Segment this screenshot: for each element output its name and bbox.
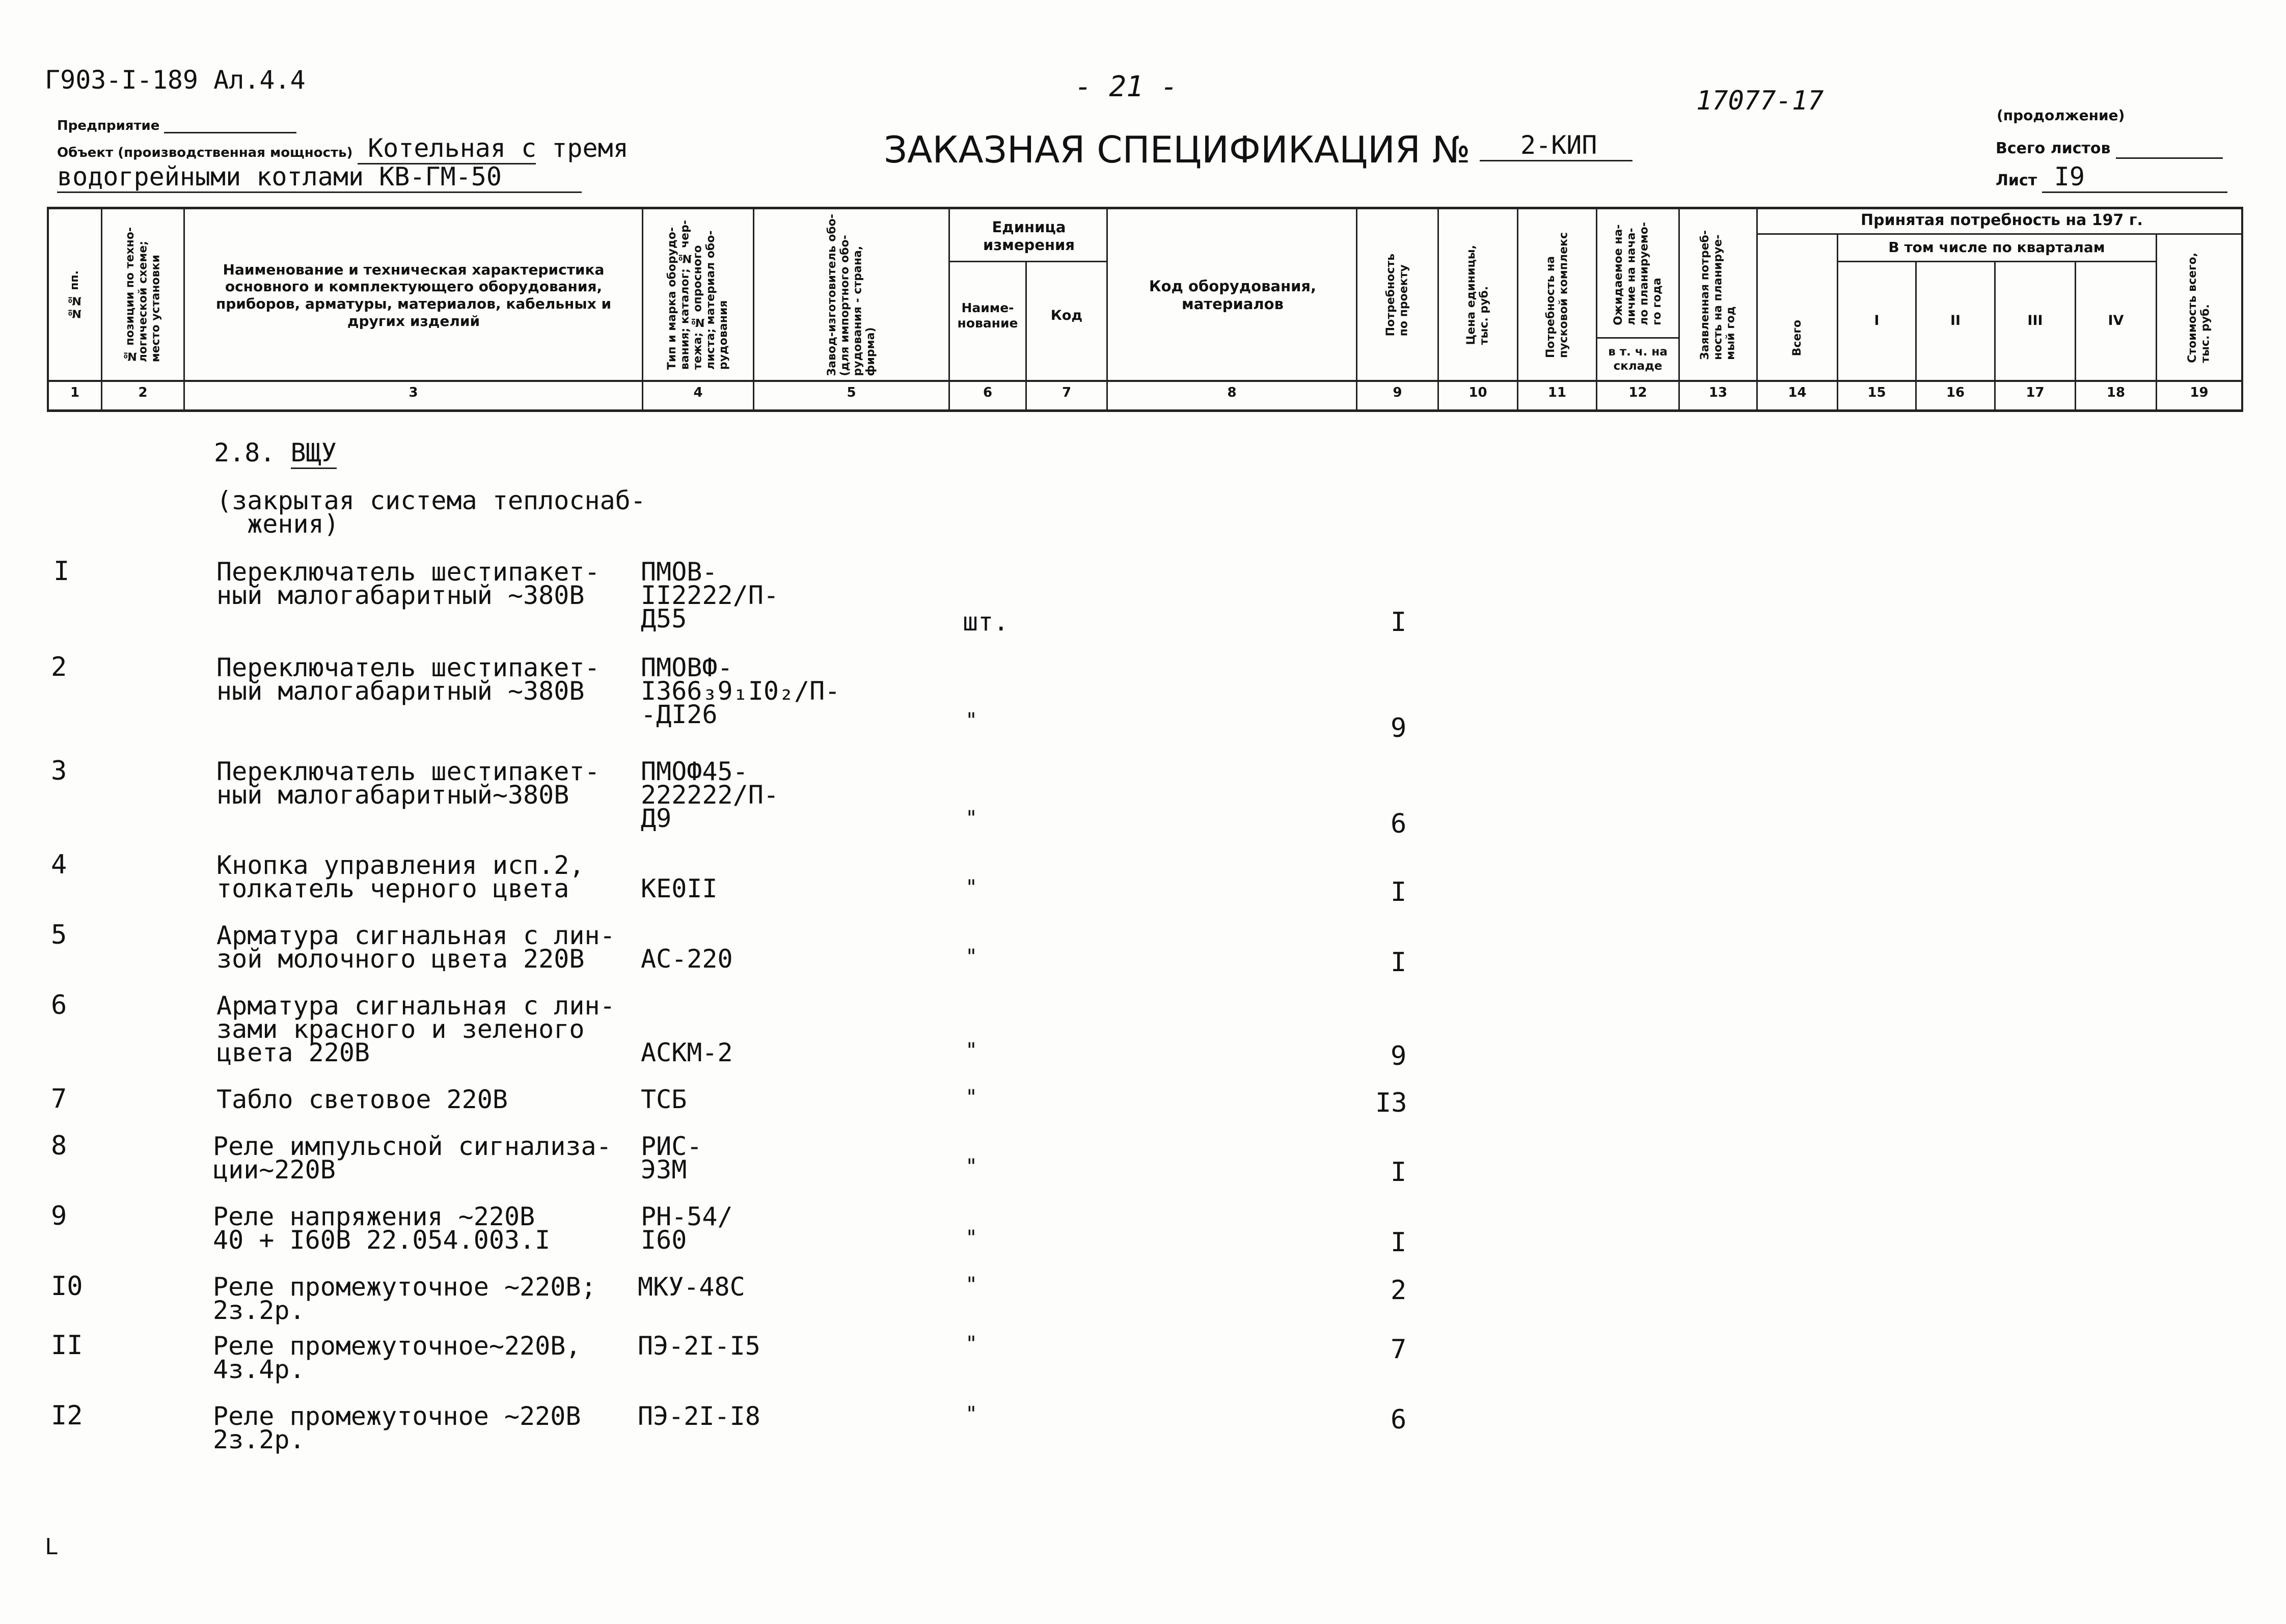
item-name: Переключатель шестипакет- ный малогабаритный ~380В (216, 557, 600, 610)
ditto-mark: " (965, 945, 978, 969)
col-8-header: Код оборудования, материалов (1149, 278, 1317, 313)
ditto-mark: " (965, 1155, 978, 1178)
continuation-label: (продолжение) (1997, 107, 2125, 124)
item-quantity: 9 (1391, 713, 1407, 744)
col-number: 16 (1946, 385, 1965, 400)
row-number: 4 (51, 849, 67, 880)
col-13-header: Заявленная потреб- ность на планируе- мый год (1699, 230, 1737, 360)
row-number: 8 (51, 1131, 67, 1161)
col-10-header: Цена единицы, тыс. руб. (1465, 244, 1491, 345)
col-4-header: Тип и марка оборудо- вания; каталог; № чер- тежа; № опросного листа; материал обо- рудования (666, 219, 730, 370)
row-number: 7 (51, 1084, 67, 1114)
item-name: Кнопка управления исп.2, толкатель черного цвета (216, 850, 585, 903)
col-number: 8 (1227, 385, 1237, 400)
ditto-mark: " (965, 807, 978, 830)
col-number: 15 (1867, 385, 1886, 400)
spec-title: ЗАКАЗНАЯ СПЕЦИФИКАЦИЯ № (884, 128, 1471, 171)
col-number: 13 (1708, 385, 1728, 400)
item-type: МКУ-48С (638, 1272, 745, 1302)
item-type: КЕ0II (641, 874, 718, 903)
col-11-header: Потребность на пусковой комплекс (1544, 232, 1570, 358)
item-type: РИС- ЭЗМ (641, 1132, 702, 1185)
item-quantity: I3 (1375, 1088, 1407, 1118)
row-number: II (51, 1330, 83, 1361)
row-number: I2 (51, 1400, 83, 1431)
row-number: I0 (51, 1271, 83, 1302)
total-sheets-label: Всего листов (1996, 140, 2111, 157)
section-subtitle: (закрытая система теплоснаб- жения) (216, 486, 646, 539)
item-type: АСКМ-2 (641, 1038, 733, 1067)
item-quantity: I (1391, 1157, 1407, 1188)
enterprise-label: Предприятие (57, 118, 160, 133)
unit-header: Единица измерения (983, 218, 1075, 254)
item-quantity: I (1391, 877, 1407, 907)
ditto-mark: " (965, 1039, 978, 1062)
col-number: 19 (2190, 385, 2209, 400)
col-number: 18 (2106, 385, 2126, 400)
item-name: Арматура сигнальная с лин- зами красного и зеленого цвета 220В (216, 991, 615, 1067)
item-quantity: 2 (1391, 1275, 1407, 1306)
archive-number: 17077-17 (1696, 86, 1824, 116)
ditto-mark: " (965, 1273, 978, 1297)
item-name: Реле промежуточное ~220В 2з.2р. (213, 1401, 581, 1454)
col-number: 10 (1468, 385, 1487, 400)
col-7-header: Код (1050, 307, 1083, 323)
section-name: ВЩУ (291, 438, 337, 469)
item-name: Переключатель шестипакет- ный малогабаритный~380В (216, 757, 600, 810)
accepted-header: Принятая потребность на 197 г. (1861, 211, 2143, 229)
item-name: Реле промежуточное ~220В; 2з.2р. (213, 1272, 596, 1325)
quarters-header: В том числе по кварталам (1888, 239, 2105, 256)
ditto-mark: " (965, 1332, 978, 1356)
corner-mark: L (45, 1534, 59, 1560)
item-type: АС-220 (641, 944, 733, 974)
page-number: - 21 - (1075, 70, 1178, 103)
document-code: Г903-I-189 Ал.4.4 (45, 65, 306, 95)
item-quantity: 7 (1391, 1334, 1407, 1365)
col-number: 1 (70, 385, 80, 400)
row-number: 3 (51, 756, 67, 786)
row-number: 6 (51, 990, 67, 1021)
item-quantity: I (1391, 947, 1407, 978)
item-type: ПМОВФ- I366₃9₁I0₂/П- -ДI26 (641, 653, 840, 729)
col-number: 17 (2026, 385, 2045, 400)
col-12-header-top: Ожидаемое на- личие на нача- ло планируемо- го года (1612, 222, 1664, 325)
section-heading (214, 438, 337, 467)
col-18-header: IV (2108, 312, 2124, 328)
row-number: 5 (51, 920, 67, 950)
col-number: 6 (983, 385, 993, 400)
ditto-mark: " (965, 1086, 978, 1109)
col-5-header: Завод-изготовитель обо- (для импортного обо- рудования - страна, фирма) (825, 213, 877, 376)
item-type: ПМОФ45- 222222/П- Д9 (641, 757, 779, 833)
item-type: ПМОВ- II2222/П- Д55 (641, 557, 779, 634)
col-14-header: Всего (1790, 320, 1804, 356)
item-name: Реле импульсной сигнализа- ции~220В (213, 1132, 612, 1185)
item-name: Реле напряжения ~220В 40 + I60В 22.054.003.I (213, 1202, 551, 1255)
object-value-1: Котельная с тремя (358, 133, 536, 164)
item-quantity: I (1391, 607, 1407, 638)
col-number: 9 (1393, 385, 1402, 400)
item-type: ПЭ-2I-I5 (638, 1331, 760, 1361)
col-3-header: Наименование и техническая характеристика основного и комплектующего оборудования, приборов, арматуры, материалов, кабельных и других изделий (215, 261, 612, 329)
col-number: 2 (138, 385, 148, 400)
object-value-2: водогрейными котлами КВ-ГМ-50 (57, 162, 582, 193)
section-number: 2.8. (214, 438, 276, 467)
col-1-header: №№ пп. (68, 270, 81, 320)
ditto-mark: " (965, 1226, 978, 1250)
item-name: Реле промежуточное~220В, 4з.4р. (213, 1331, 581, 1384)
col-number: 4 (693, 385, 703, 400)
col-9-header: Потребность по проекту (1384, 253, 1410, 337)
col-number: 11 (1547, 385, 1567, 400)
item-quantity: 6 (1391, 1405, 1407, 1435)
col-6-header: Наиме-нование (957, 300, 1018, 331)
object-label: Объект (производственная мощность) (57, 145, 353, 160)
row-number: 2 (51, 652, 67, 682)
item-name: Табло световое 220В (216, 1085, 508, 1114)
sheet-label: Лист (1996, 172, 2037, 189)
ditto-mark: " (965, 1402, 978, 1426)
item-quantity: 6 (1391, 809, 1407, 839)
col-number: 7 (1062, 385, 1072, 400)
col-12-header-bottom: в т. ч. на складе (1608, 345, 1668, 373)
col-number: 3 (409, 385, 418, 400)
col-15-header: I (1874, 312, 1880, 328)
ditto-mark: " (965, 876, 978, 899)
ditto-mark: " (965, 709, 978, 732)
col-16-header: II (1950, 312, 1961, 328)
col-2-header: № позиции по техно- логической схеме; место установки (123, 227, 162, 363)
col-number: 12 (1628, 385, 1647, 400)
row-number: I (53, 556, 70, 587)
item-unit: шт. (963, 607, 1009, 637)
item-type: РН-54/ I60 (641, 1202, 733, 1255)
col-19-header: Стоимость всего, тыс. руб. (2186, 252, 2212, 363)
item-quantity: I (1391, 1227, 1407, 1258)
item-type: ТСБ (641, 1085, 687, 1114)
row-number: 9 (51, 1201, 67, 1231)
item-quantity: 9 (1391, 1041, 1407, 1071)
col-17-header: III (2027, 312, 2043, 328)
col-number: 14 (1788, 385, 1807, 400)
col-number: 5 (847, 385, 856, 400)
item-name: Арматура сигнальная с лин- зой молочного цвета 220В (216, 921, 615, 974)
item-name: Переключатель шестипакет- ный малогабаритный ~380В (216, 653, 600, 706)
sheet-number: I9 (2042, 162, 2227, 193)
total-sheets-field (2116, 140, 2223, 159)
item-type: ПЭ-2I-I8 (638, 1401, 760, 1431)
spec-number: 2-КИП (1480, 130, 1632, 161)
